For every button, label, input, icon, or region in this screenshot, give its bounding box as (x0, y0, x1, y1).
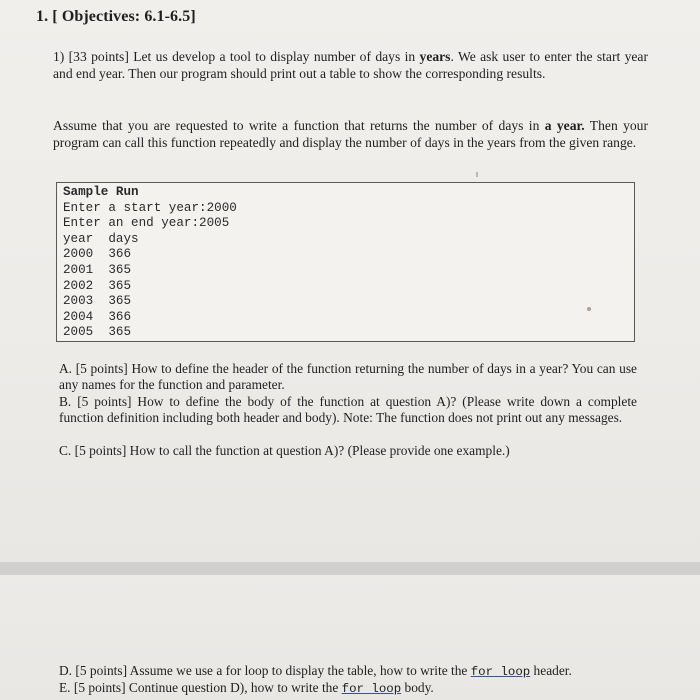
question-c: C. [5 points] How to call the function at question A)? (Please provide one example.) (59, 443, 510, 458)
for-loop-keyword: for loop (470, 665, 531, 679)
question-d (59, 663, 637, 680)
sample-run-box (56, 182, 635, 342)
function-assumption (53, 118, 648, 151)
page-speck (587, 307, 591, 311)
problem-text-start: 1) [33 points] Let us develop a tool to display number of days in (53, 49, 420, 64)
assumption-text-end: Then your program can call this function repeatedly and display the number of days in the years from the given range. (53, 118, 648, 150)
question-e-tail: body. (401, 680, 434, 695)
table-row: 2002 365 (63, 278, 132, 293)
problem-description (53, 49, 648, 82)
question-b: B. [5 points] How to define the body of the function at question A)? (Please write down a complete function definition including both header and body). Note: The function does not print out any messages. (59, 394, 637, 426)
start-year-prompt: Enter a start year:2000 (63, 200, 237, 215)
question-e (59, 680, 637, 697)
sample-run-output (63, 185, 237, 341)
sample-run-title: Sample Run (63, 185, 139, 199)
assumption-bold-word: a year. (544, 118, 585, 133)
table-header: year days (63, 231, 139, 246)
question-e-text: E. [5 points] Continue question D), how to write the (59, 680, 342, 695)
table-row: 2003 365 (63, 294, 132, 309)
table-row: 2001 365 (63, 262, 132, 277)
end-year-prompt: Enter an end year:2005 (63, 216, 230, 231)
question-heading: 1. [ Objectives: 6.1-6.5] (36, 8, 196, 25)
problem-text-end: . We ask user to enter the start year and end year. Then our program should print out a table to show the corresponding results. (53, 49, 648, 81)
page-gap (0, 562, 700, 575)
text-cursor-mark (476, 172, 478, 177)
question-d-text: D. [5 points] Assume we use a for loop to display the table, how to write the (59, 663, 471, 678)
assumption-text-start: Assume that you are requested to write a function that returns the number of days in (53, 118, 545, 133)
problem-bold-word: years (419, 49, 451, 64)
table-row: 2005 365 (63, 325, 132, 340)
question-a: A. [5 points] How to define the header of the function returning the number of days in a year? You can use any names for the function and parameter. (59, 361, 637, 393)
for-loop-keyword: for loop (341, 682, 402, 696)
table-row: 2000 366 (63, 247, 132, 262)
question-d-tail: header. (530, 663, 572, 678)
table-row: 2004 366 (63, 309, 132, 324)
